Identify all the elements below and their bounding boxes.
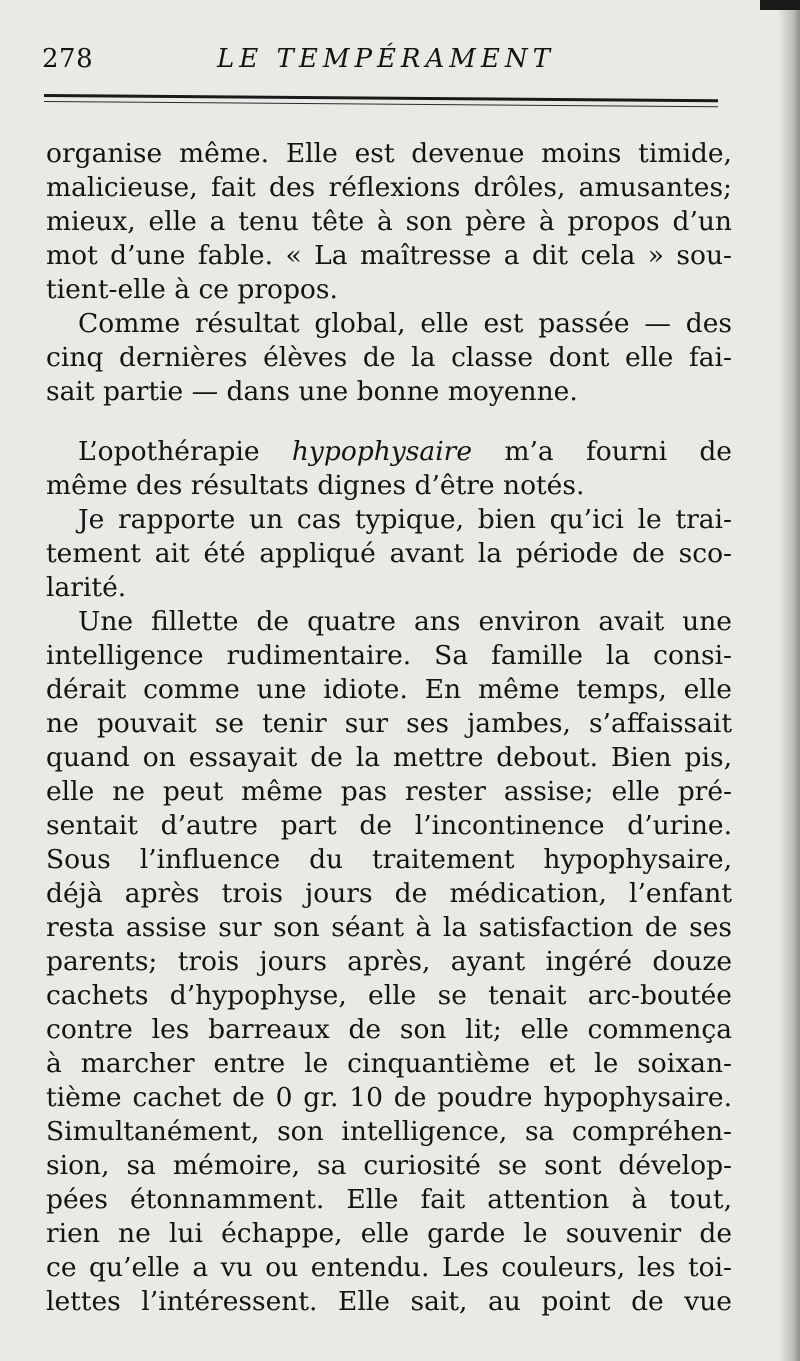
text-line: quand on essayait de la mettre debout. Bien pis,	[46, 742, 732, 773]
page-edge-shadow	[778, 0, 800, 1361]
italic-term: hypophysaire	[291, 436, 473, 467]
text-line: cinq dernières élèves de la classe dont elle fai-	[46, 342, 732, 373]
text-line: Une fillette de quatre ans environ avait une	[78, 606, 732, 637]
body-text	[46, 137, 732, 1319]
text-line: cachets d’hypophyse, elle se tenait arc-boutée	[46, 980, 732, 1011]
text-line	[46, 435, 732, 469]
text-line: ne pouvait se tenir sur ses jambes, s’affaissait	[46, 708, 732, 739]
text-line: tième cachet de 0 gr. 10 de poudre hypophysaire.	[46, 1082, 732, 1113]
text-line: resta assise sur son séant à la satisfaction de ses	[46, 912, 732, 943]
page-number: 278	[42, 44, 94, 74]
text-line: parents; trois jours après, ayant ingéré douze	[46, 946, 732, 977]
text-line: déjà après trois jours de médication, l’enfant	[46, 878, 732, 909]
text-line: rien ne lui échappe, elle garde le souvenir de	[46, 1218, 732, 1249]
text-line: même des résultats dignes d’être notés.	[46, 470, 585, 501]
text-run: m’a fourni de	[504, 436, 732, 467]
running-title: LE TEMPÉRAMENT	[217, 44, 555, 74]
text-line: lettes l’intéressent. Elle sait, au point de vue	[46, 1286, 732, 1317]
text-line: sion, sa mémoire, sa curiosité se sont dévelop-	[46, 1150, 732, 1181]
text-line: tient-elle à ce propos.	[46, 274, 338, 305]
text-line: à marcher entre le cinquantième et le soixan-	[46, 1048, 732, 1079]
text-line: Simultanément, son intelligence, sa compréhen-	[46, 1116, 732, 1147]
page-corner-mark	[760, 0, 800, 10]
text-line: mieux, elle a tenu tête à son père à propos d’un	[46, 206, 732, 237]
text-line: mot d’une fable. « La maîtresse a dit cela » sou-	[46, 240, 732, 271]
text-line: sentait d’autre part de l’incontinence d’urine.	[46, 810, 732, 841]
running-header	[42, 40, 722, 80]
text-run: L’opothérapie	[78, 436, 292, 467]
text-line: pées étonnamment. Elle fait attention à tout,	[46, 1184, 732, 1215]
text-line: Je rapporte un cas typique, bien qu’ici le trai-	[78, 504, 732, 535]
text-line: larité.	[46, 572, 127, 603]
text-line: elle ne peut même pas rester assise; elle pré-	[46, 776, 732, 807]
header-rule-thin	[44, 101, 718, 107]
text-line: ce qu’elle a vu ou entendu. Les couleurs, les toi-	[46, 1252, 732, 1283]
text-line: contre les barreaux de son lit; elle commença	[46, 1014, 732, 1045]
text-line: Comme résultat global, elle est passée — des	[78, 308, 732, 339]
text-line: Sous l’influence du traitement hypophysaire,	[46, 844, 732, 875]
text-line: intelligence rudimentaire. Sa famille la consi-	[46, 640, 732, 671]
text-line: malicieuse, fait des réflexions drôles, amusantes;	[46, 172, 732, 203]
text-line: organise même. Elle est devenue moins timide,	[46, 138, 732, 169]
text-line: sait partie — dans une bonne moyenne.	[46, 376, 578, 407]
text-line: dérait comme une idiote. En même temps, elle	[46, 674, 732, 705]
text-line: tement ait été appliqué avant la période de sco-	[46, 538, 732, 569]
